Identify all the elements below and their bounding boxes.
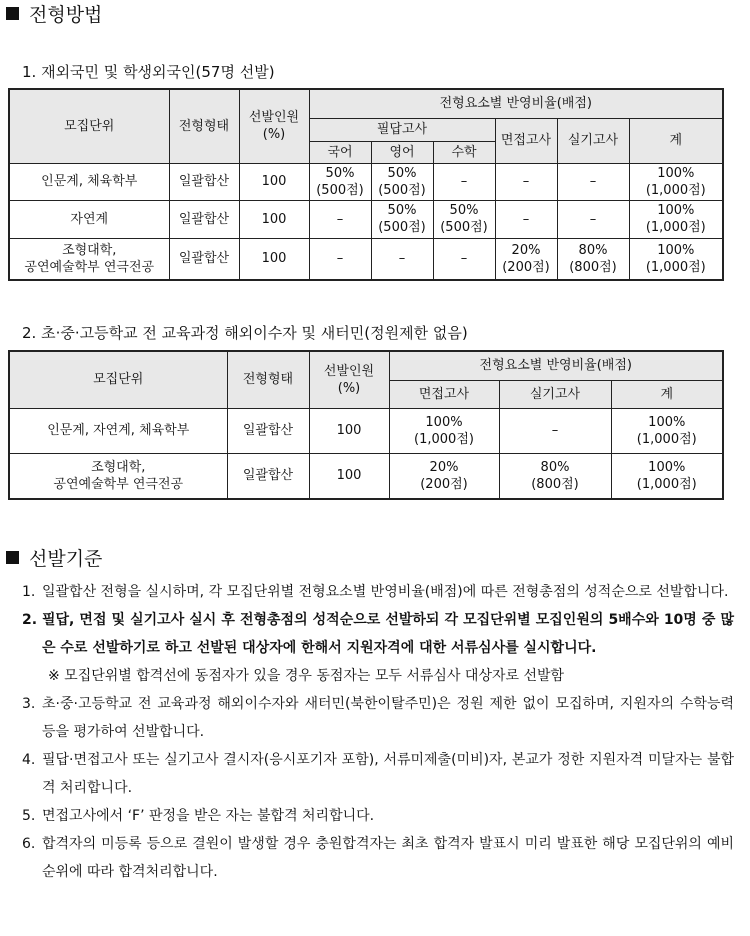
list-item <box>22 690 734 746</box>
cell-type: 일괄합산 <box>169 238 239 280</box>
header-count: 선발인원 (%) <box>239 89 309 163</box>
item-text: 면접고사에서 ‘F’ 판정을 받은 자는 불합격 처리합니다. <box>42 808 375 824</box>
cell-unit: 인문계, 체육학부 <box>9 163 169 200</box>
header-interview: 면접고사 <box>495 118 557 163</box>
table-row <box>9 200 723 238</box>
table-row <box>9 238 723 280</box>
cell-total: 100% (1,000점) <box>611 408 723 453</box>
cell-total: 100% (1,000점) <box>629 238 723 280</box>
cell-interview: 20% (200점) <box>389 453 499 499</box>
cell-practical: – <box>557 200 629 238</box>
list-item <box>22 802 734 830</box>
square-bullet-icon <box>6 551 19 564</box>
cell-practical: 80% (800점) <box>499 453 611 499</box>
cell-unit: 조형대학, 공연예술학부 연극전공 <box>9 238 169 280</box>
item-text: 합격자의 미등록 등으로 결원이 발생할 경우 충원합격자는 최초 합격자 발표시 미리 발표한 해당 모집단위의 예비 순위에 따라 합격처리합니다. <box>42 836 734 880</box>
item-text: 필답·면접고사 또는 실기고사 결시자(응시포기자 포함), 서류미제출(미비)자, 본교가 정한 지원자격 미달자는 불합격 처리합니다. <box>42 752 734 796</box>
cell-unit: 자연계 <box>9 200 169 238</box>
header-korean: 국어 <box>309 141 371 163</box>
cell-interview: – <box>495 200 557 238</box>
cell-math: 50% (500점) <box>433 200 495 238</box>
cell-total: 100% (1,000점) <box>629 163 723 200</box>
selection-table-1 <box>8 88 724 281</box>
header-type: 전형형태 <box>169 89 239 163</box>
list-item <box>22 578 734 606</box>
note-text: ※ 모집단위별 합격선에 동점자가 있을 경우 동점자는 모두 서류심사 대상자로 선발함 <box>48 668 565 684</box>
list-item <box>22 606 734 662</box>
selection-table-2 <box>8 350 724 500</box>
subsection-title-2: 2. 초·중·고등학교 전 교육과정 해외이수자 및 새터민(정원제한 없음) <box>22 324 468 342</box>
item-text: 필답, 면접 및 실기고사 실시 후 전형총점의 성적순으로 선발하되 각 모집단위별 모집인원의 5배수와 10명 중 많은 수로 선발하기로 하고 선발된 대상자에 한해서 지원자격에 대한 서류심사를 실시합니다. <box>42 612 734 656</box>
header-total: 계 <box>611 380 723 408</box>
cell-type: 일괄합산 <box>227 408 309 453</box>
cell-math: – <box>433 238 495 280</box>
header-unit: 모집단위 <box>9 89 169 163</box>
header-type: 전형형태 <box>227 351 309 408</box>
cell-type: 일괄합산 <box>227 453 309 499</box>
table-row <box>9 163 723 200</box>
cell-english: 50% (500점) <box>371 200 433 238</box>
header-ratio: 전형요소별 반영비율(배점) <box>309 89 723 118</box>
header-math: 수학 <box>433 141 495 163</box>
cell-count: 100 <box>309 453 389 499</box>
cell-korean: – <box>309 200 371 238</box>
item-number: 3. <box>22 696 36 712</box>
header-practical: 실기고사 <box>499 380 611 408</box>
cell-count: 100 <box>239 163 309 200</box>
cell-interview: – <box>495 163 557 200</box>
cell-english: 50% (500점) <box>371 163 433 200</box>
cell-count: 100 <box>239 238 309 280</box>
item-text: 일괄합산 전형을 실시하며, 각 모집단위별 전형요소별 반영비율(배점)에 따른 전형총점의 성적순으로 선발합니다. <box>42 584 729 600</box>
header-count: 선발인원 (%) <box>309 351 389 408</box>
cell-korean: 50% (500점) <box>309 163 371 200</box>
item-number: 4. <box>22 752 36 768</box>
cell-interview: 100% (1,000점) <box>389 408 499 453</box>
item-number: 6. <box>22 836 36 852</box>
cell-practical: 80% (800점) <box>557 238 629 280</box>
cell-total: 100% (1,000점) <box>629 200 723 238</box>
table-row <box>9 408 723 453</box>
list-item <box>22 830 734 886</box>
section-title: 전형방법 <box>29 4 103 26</box>
cell-korean: – <box>309 238 371 280</box>
header-written-exam: 필답고사 <box>309 118 495 141</box>
item-text: 초·중·고등학교 전 교육과정 해외이수자와 새터민(북한이탈주민)은 정원 제한 없이 모집하며, 지원자의 수학능력 등을 평가하여 선발합니다. <box>42 696 734 740</box>
square-bullet-icon <box>6 7 19 20</box>
cell-practical: – <box>557 163 629 200</box>
cell-practical: – <box>499 408 611 453</box>
cell-english: – <box>371 238 433 280</box>
item-number: 1. <box>22 584 36 600</box>
cell-interview: 20% (200점) <box>495 238 557 280</box>
section-heading-method <box>6 0 102 27</box>
list-item <box>22 746 734 802</box>
header-ratio: 전형요소별 반영비율(배점) <box>389 351 723 380</box>
subsection-title-1: 1. 재외국민 및 학생외국인(57명 선발) <box>22 63 275 81</box>
cell-count: 100 <box>239 200 309 238</box>
table-row <box>9 453 723 499</box>
criteria-list <box>22 578 734 886</box>
header-total: 계 <box>629 118 723 163</box>
cell-type: 일괄합산 <box>169 200 239 238</box>
cell-unit: 조형대학, 공연예술학부 연극전공 <box>9 453 227 499</box>
item-number: 5. <box>22 808 36 824</box>
cell-type: 일괄합산 <box>169 163 239 200</box>
header-english: 영어 <box>371 141 433 163</box>
item-number: 2. <box>22 612 38 628</box>
header-unit: 모집단위 <box>9 351 227 408</box>
section-heading-criteria <box>6 544 102 571</box>
cell-unit: 인문계, 자연계, 체육학부 <box>9 408 227 453</box>
header-practical: 실기고사 <box>557 118 629 163</box>
cell-total: 100% (1,000점) <box>611 453 723 499</box>
header-interview: 면접고사 <box>389 380 499 408</box>
section-title: 선발기준 <box>29 548 103 570</box>
cell-count: 100 <box>309 408 389 453</box>
cell-math: – <box>433 163 495 200</box>
